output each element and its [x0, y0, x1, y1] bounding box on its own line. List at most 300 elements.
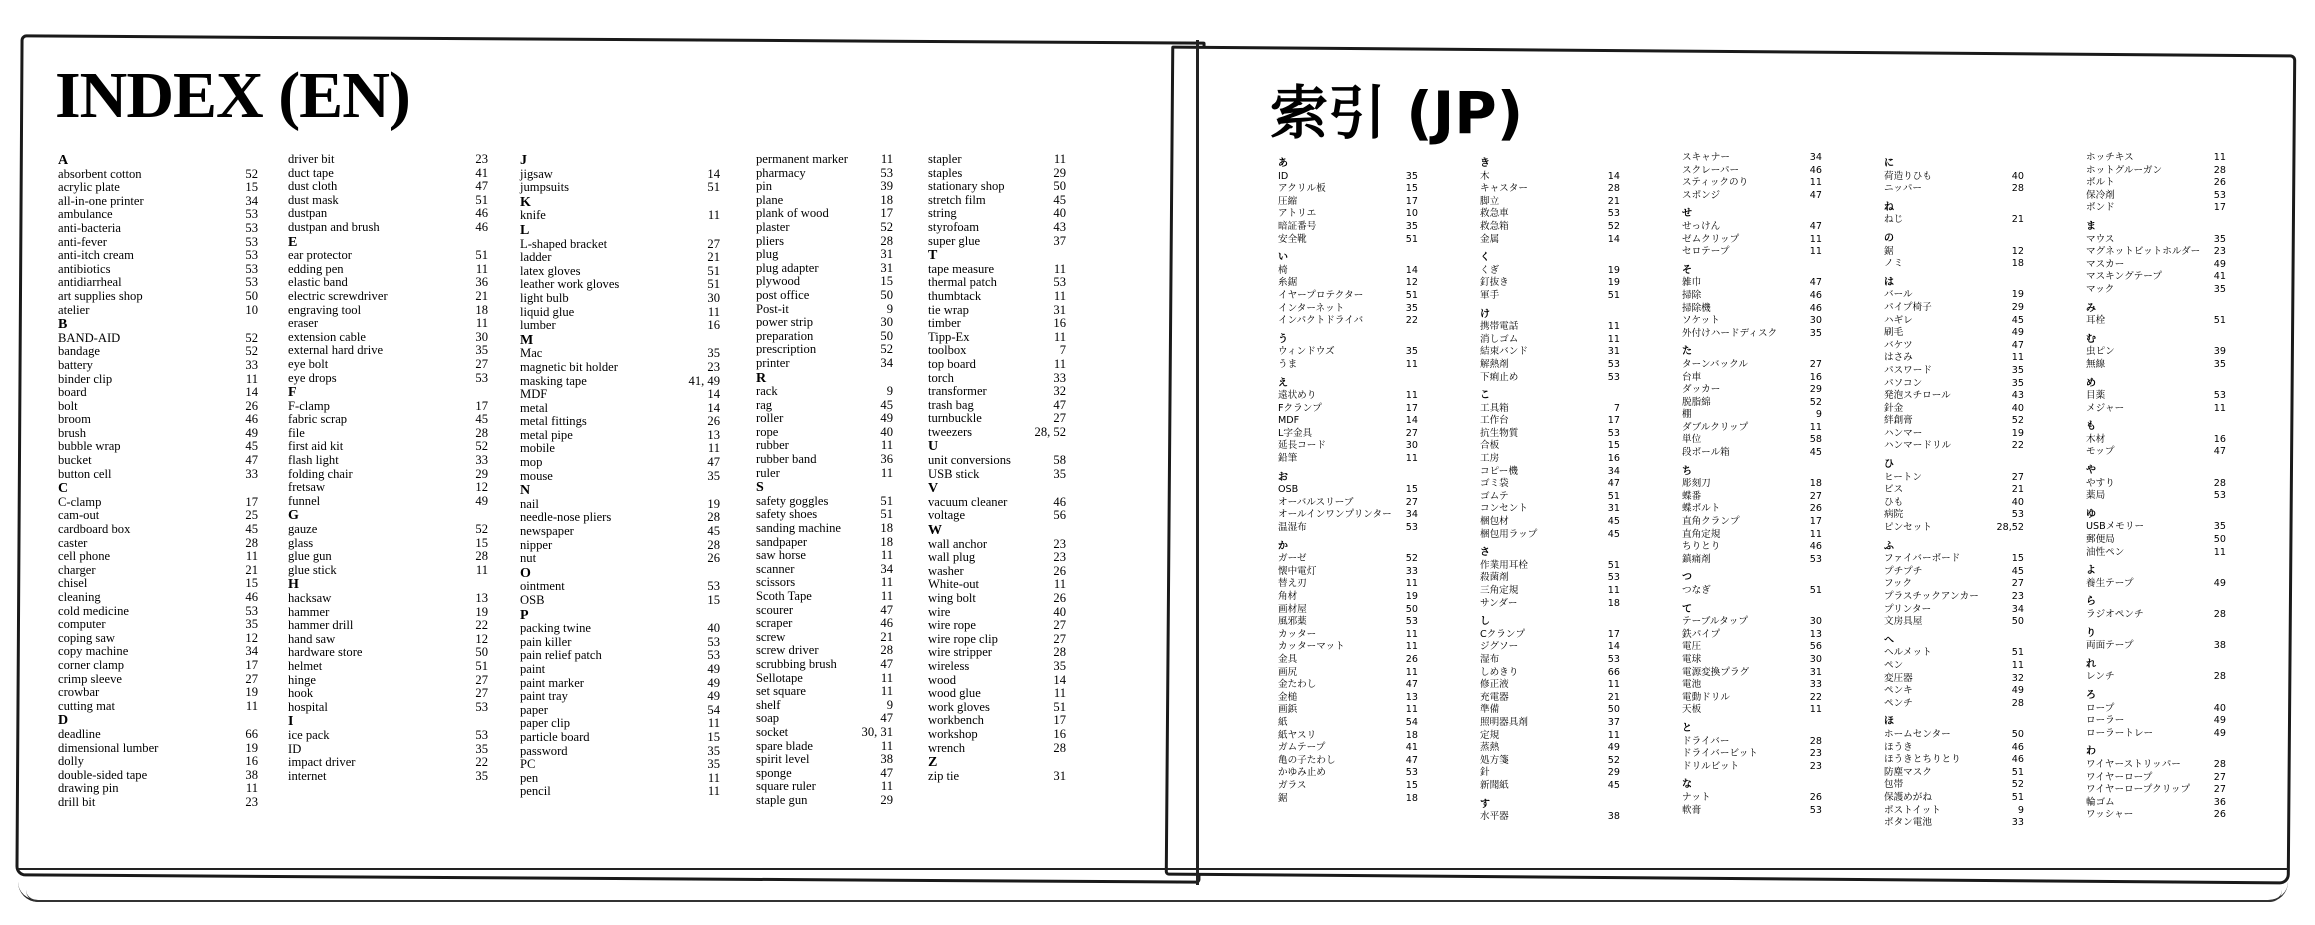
index-entry: [756, 221, 893, 235]
index-term: ホームセンター: [1884, 728, 1951, 740]
index-term: torch: [928, 370, 954, 385]
index-entry: [1884, 315, 2024, 328]
page-number: 51: [1809, 585, 1822, 596]
index-entry: [1480, 654, 1620, 667]
index-entry: [288, 221, 488, 235]
index-term: pencil: [520, 784, 551, 799]
index-entry: [1884, 779, 2024, 792]
index-entry: [2086, 609, 2226, 622]
index-letter-heading: て: [1682, 603, 1692, 615]
index-term: 圧縮: [1278, 195, 1298, 207]
index-entry: [1480, 767, 1620, 780]
index-term: 鋸: [1278, 792, 1288, 804]
page-number: 34: [880, 561, 893, 576]
index-term: 工具箱: [1480, 402, 1509, 414]
index-entry: [58, 618, 258, 632]
page-number: 31: [1053, 768, 1066, 783]
index-entry: [2086, 152, 2226, 165]
index-entry: [1480, 321, 1620, 334]
index-entry: [1682, 165, 1822, 178]
page-number: 53: [1405, 767, 1418, 779]
index-entry: [1480, 641, 1620, 654]
index-entry: [288, 660, 488, 674]
index-entry: [520, 552, 720, 566]
page-number: 46: [245, 412, 258, 427]
page-number: 35: [245, 617, 258, 632]
page-number: 25: [245, 508, 258, 523]
index-term: White-out: [928, 577, 980, 592]
index-letter-heading: そ: [1682, 264, 1692, 276]
index-entry: [1884, 647, 2024, 660]
index-entry: [288, 646, 488, 660]
index-entry: [1278, 390, 1418, 403]
page-number: 7: [1613, 402, 1620, 414]
page-number: 11: [1053, 686, 1066, 701]
index-entry: [1682, 692, 1822, 705]
index-letter-heading: め: [2086, 377, 2096, 389]
index-entry: [1480, 704, 1620, 717]
index-term: ガラス: [1278, 779, 1307, 791]
page-number: 11: [1053, 577, 1066, 592]
page-number: 50: [880, 287, 893, 302]
index-entry: [1278, 265, 1418, 278]
index-letter-heading: ゆ: [2086, 508, 2096, 520]
page-number: 26: [707, 414, 720, 429]
index-entry: [756, 399, 893, 413]
page-number: 18: [475, 302, 488, 317]
index-letter-heading: E: [288, 234, 298, 250]
page-number: 51: [707, 263, 720, 278]
page-number: 27: [1405, 427, 1418, 439]
page-number: 11: [880, 465, 893, 480]
en-index-column-1: [58, 153, 258, 810]
index-entry: [520, 731, 720, 745]
index-entry: [756, 576, 893, 590]
index-entry: [520, 525, 720, 539]
index-entry: [520, 429, 720, 443]
index-entry: [1278, 453, 1418, 466]
index-entry: [288, 153, 488, 167]
index-term: 水平器: [1480, 811, 1509, 823]
index-entry: [58, 454, 258, 468]
index-term: ladder: [520, 250, 552, 265]
index-letter-heading: ち: [1682, 465, 1692, 477]
index-entry: [1480, 440, 1620, 453]
index-term: 鎮痛剤: [1682, 553, 1711, 565]
page-number: 11: [880, 548, 893, 563]
index-term: lumber: [520, 318, 556, 333]
index-entry: [928, 496, 1066, 510]
page-number: 45: [1607, 779, 1620, 791]
index-entry: [288, 207, 488, 221]
page-number: 41: [475, 165, 488, 180]
page-number: 28: [2213, 477, 2226, 489]
index-entry: [756, 712, 893, 726]
index-term: nut: [520, 551, 537, 566]
page-number: 51: [880, 507, 893, 522]
page-number: 18: [2011, 258, 2024, 270]
index-entry: [1278, 234, 1418, 247]
page-number: 28: [707, 510, 720, 525]
page-number: 38: [880, 752, 893, 767]
index-entry: [1884, 403, 2024, 416]
index-term: magnetic bit holder: [520, 359, 618, 374]
index-term: plaster: [756, 219, 790, 234]
page-number: 9: [886, 697, 893, 712]
index-term: light bulb: [520, 290, 569, 305]
index-term: カッターマット: [1278, 641, 1345, 653]
index-entry: [1480, 629, 1620, 642]
index-term: 棚: [1682, 409, 1692, 421]
page-number: 27: [1053, 411, 1066, 426]
page-number: 11: [1607, 333, 1620, 345]
index-entry: [1682, 246, 1822, 259]
page-number: 11: [1053, 356, 1066, 371]
index-entry: [2086, 284, 2226, 297]
page-number: 21: [2011, 484, 2024, 496]
index-entry: [756, 467, 893, 481]
index-entry: [1278, 553, 1418, 566]
index-entry: [1682, 303, 1822, 316]
page-number: 15: [1405, 183, 1418, 195]
index-term: roller: [756, 411, 784, 426]
index-entry: [288, 180, 488, 194]
index-term: paper: [520, 702, 548, 717]
page-number: 11: [1405, 628, 1418, 640]
page-number: 27: [475, 356, 488, 371]
index-entry: [756, 522, 893, 536]
page-number: 50: [1053, 179, 1066, 194]
page-number: 29: [1809, 384, 1822, 396]
page-number: 11: [880, 738, 893, 753]
page-number: 53: [1607, 208, 1620, 220]
page-number: 11: [880, 438, 893, 453]
index-term: wall plug: [928, 550, 976, 565]
index-entry: [1884, 522, 2024, 535]
index-term: ねじ: [1884, 214, 1904, 226]
index-entry: [1682, 277, 1822, 290]
index-term: anti-itch cream: [58, 248, 134, 263]
index-term: 金具: [1278, 653, 1298, 665]
page-number: 11: [1607, 729, 1620, 741]
page-number: 47: [1607, 478, 1620, 490]
page-number: 38: [245, 767, 258, 782]
page-number: 17: [475, 398, 488, 413]
page-number: 47: [1053, 397, 1066, 412]
index-title-jp: 索引 (JP): [1270, 79, 1524, 147]
page-number: 21: [475, 288, 488, 303]
page-number: 30: [1809, 315, 1822, 327]
index-entry: [1682, 529, 1822, 542]
page-number: 53: [707, 648, 720, 663]
page-number: 19: [2011, 427, 2024, 439]
index-term: fretsaw: [288, 480, 326, 495]
page-number: 11: [1405, 578, 1418, 590]
index-entry: [756, 767, 893, 781]
index-entry: [2086, 446, 2226, 459]
page-number: 7: [1059, 343, 1066, 358]
page-number: 17: [1405, 402, 1418, 414]
index-entry: [288, 263, 488, 277]
index-entry: [756, 740, 893, 754]
index-term: glass: [288, 535, 314, 550]
index-entry: [756, 330, 893, 344]
index-term: hook: [288, 686, 314, 701]
page-number: 46: [245, 590, 258, 604]
page-number: 19: [245, 740, 258, 755]
index-entry: [2086, 728, 2226, 741]
index-term: 荷造りひも: [1884, 170, 1932, 182]
index-term: button cell: [58, 466, 112, 481]
index-term: 金たわし: [1278, 679, 1317, 691]
index-entry: [1480, 359, 1620, 372]
index-entry: [756, 385, 893, 399]
page-number: 40: [2213, 702, 2226, 714]
index-term: 蝶ボルト: [1682, 503, 1721, 515]
index-entry: [1884, 754, 2024, 767]
index-entry: [1278, 755, 1418, 768]
index-term: prescription: [756, 342, 817, 357]
index-entry: [928, 331, 1066, 345]
index-term: 釘抜き: [1480, 277, 1509, 289]
index-term: 懐中電灯: [1278, 565, 1317, 577]
page-number: 53: [475, 699, 488, 714]
page-number: 15: [245, 180, 258, 195]
index-term: Fクランプ: [1278, 402, 1322, 414]
index-term: しめきり: [1480, 666, 1519, 678]
index-letter-heading: F: [288, 385, 297, 401]
index-term: ドライバー: [1682, 735, 1730, 747]
index-entry: [1682, 190, 1822, 203]
index-entry: [1682, 491, 1822, 504]
page-number: 35: [2213, 233, 2226, 245]
index-term: electric screwdriver: [288, 288, 388, 303]
index-letter-heading: S: [756, 480, 764, 496]
index-term: driver bit: [288, 152, 335, 166]
page-number: 33: [1405, 565, 1418, 577]
page-number: 12: [1405, 277, 1418, 289]
index-entry: [288, 495, 488, 509]
index-term: 救急箱: [1480, 220, 1509, 232]
page-number: 31: [880, 247, 893, 262]
index-entry: [2086, 490, 2226, 503]
index-entry: [756, 699, 893, 713]
index-term: binder clip: [58, 371, 113, 386]
index-entry: [520, 677, 720, 691]
page-number: 37: [1607, 716, 1620, 728]
page-number: 19: [245, 685, 258, 700]
page-number: 52: [2011, 415, 2024, 427]
index-entry: [928, 714, 1066, 728]
index-term: sponge: [756, 765, 792, 780]
index-entry: [58, 373, 258, 387]
index-term: プラスチックアンカー: [1884, 591, 1979, 602]
index-entry: [1480, 811, 1620, 824]
index-term: 段ボール箱: [1682, 447, 1730, 459]
page-number: 22: [1809, 691, 1822, 703]
index-letter-heading: J: [520, 153, 527, 168]
index-entry: [520, 772, 720, 786]
index-entry: [928, 276, 1066, 290]
index-term: 画鋲: [1278, 704, 1298, 716]
index-entry: [756, 794, 893, 808]
index-entry: [520, 375, 720, 389]
index-entry: [1480, 403, 1620, 416]
index-term: bucket: [58, 453, 92, 468]
index-letter-heading: B: [58, 317, 68, 333]
index-term: 木: [1480, 170, 1490, 182]
index-entry: [756, 604, 893, 618]
page-number: 15: [2011, 553, 2024, 565]
page-number: 52: [245, 344, 258, 359]
index-term: 紙ヤスリ: [1278, 729, 1317, 741]
page-number: 27: [1809, 490, 1822, 502]
index-term: trash bag: [928, 397, 974, 412]
index-entry: [1278, 415, 1418, 428]
index-term: pen: [520, 770, 539, 785]
index-entry: [756, 644, 893, 658]
index-entry: [1278, 604, 1418, 617]
index-term: モップ: [2086, 446, 2115, 458]
index-term: scrubbing brush: [756, 656, 837, 671]
index-entry: [928, 358, 1066, 372]
index-letter-heading: に: [1884, 158, 1894, 169]
index-entry: [520, 690, 720, 704]
index-entry: [1884, 327, 2024, 340]
index-term: ワイヤーストリッパー: [2086, 758, 2181, 770]
index-entry: [928, 454, 1066, 468]
index-term: wall anchor: [928, 536, 988, 551]
index-term: 軍手: [1480, 289, 1500, 301]
index-entry: [1884, 378, 2024, 391]
index-term: wire rope clip: [928, 631, 998, 646]
index-entry: [1884, 340, 2024, 353]
index-term: 台車: [1682, 371, 1702, 383]
index-term: ice pack: [288, 727, 330, 742]
page-number: 9: [2017, 804, 2024, 816]
page-number: 11: [2213, 546, 2226, 558]
page-number: 16: [707, 318, 720, 333]
index-term: wing bolt: [928, 591, 976, 605]
page-number: 53: [1607, 371, 1620, 383]
page-number: 49: [2213, 715, 2226, 727]
page-number: 34: [245, 193, 258, 208]
index-entry: [58, 537, 258, 551]
index-term: 電動ドリル: [1682, 691, 1730, 703]
index-term: 下痢止め: [1480, 371, 1519, 383]
book-spine: [1196, 40, 1199, 885]
page-number: 19: [1607, 277, 1620, 289]
index-entry: [928, 674, 1066, 688]
index-entry: [1278, 183, 1418, 196]
index-term: power strip: [756, 315, 814, 330]
index-entry: [58, 208, 258, 222]
page-number: 40: [2011, 402, 2024, 414]
index-term: 郵便局: [2086, 534, 2115, 546]
page-number: 51: [707, 277, 720, 292]
index-entry: [520, 663, 720, 677]
page-number: 41, 49: [688, 373, 720, 388]
index-term: 結束バンド: [1480, 346, 1528, 358]
index-term: dimensional lumber: [58, 740, 159, 755]
index-term: thumbtack: [928, 288, 982, 303]
index-term: ソケット: [1682, 315, 1720, 327]
index-entry: [756, 563, 893, 577]
index-term: plank of wood: [756, 206, 829, 221]
index-entry: [756, 180, 893, 194]
index-term: くぎ: [1480, 264, 1500, 276]
index-entry: [1682, 667, 1822, 680]
index-term: せっけん: [1682, 220, 1721, 232]
index-term: thermal patch: [928, 275, 997, 290]
page-number: 11: [1053, 288, 1066, 303]
index-entry: [928, 180, 1066, 194]
index-term: オールインワンプリンター: [1278, 509, 1392, 521]
page-number: 53: [245, 207, 258, 222]
page-number: 47: [2011, 339, 2024, 351]
index-term: metal: [520, 400, 548, 415]
index-entry: [928, 578, 1066, 592]
page-number: 26: [245, 398, 258, 413]
page-number: 45: [1607, 516, 1620, 528]
index-entry: [58, 769, 258, 783]
index-term: hardware store: [288, 645, 363, 660]
page-number: 11: [475, 261, 488, 276]
index-term: ガムテープ: [1278, 742, 1326, 754]
index-entry: [520, 361, 720, 375]
index-letter-heading: D: [58, 713, 69, 729]
index-term: テーブルタップ: [1682, 616, 1748, 628]
index-term: bolt: [58, 398, 78, 413]
index-entry: [756, 426, 893, 440]
index-entry: [288, 481, 488, 495]
index-term: 掃除: [1682, 289, 1702, 301]
index-entry: [1480, 560, 1620, 573]
index-term: paint marker: [520, 675, 584, 690]
page-number: 15: [1405, 779, 1418, 791]
page-number: 26: [1053, 563, 1066, 578]
index-term: engraving tool: [288, 302, 362, 317]
page-number: 41: [1405, 742, 1418, 754]
index-term: 文房具屋: [1884, 616, 1923, 628]
page-number: 11: [1405, 390, 1418, 402]
page-number: 14: [1053, 672, 1066, 687]
page-number: 11: [880, 684, 893, 699]
index-term: styrofoam: [928, 219, 980, 234]
page-number: 56: [1809, 641, 1822, 653]
index-entry: [1278, 591, 1418, 604]
index-entry: [288, 317, 488, 331]
index-term: 保護めがね: [1884, 791, 1932, 803]
page-number: 18: [880, 534, 893, 549]
index-term: コンセント: [1480, 503, 1528, 515]
index-letter-heading: へ: [1884, 634, 1894, 646]
index-term: プリンター: [1884, 603, 1932, 615]
page-number: 28: [2213, 758, 2226, 770]
index-entry: [58, 686, 258, 700]
index-entry: [58, 181, 258, 195]
page-number: 43: [2011, 390, 2024, 402]
index-entry: [928, 412, 1066, 426]
page-number: 53: [1607, 653, 1620, 665]
index-entry: [1480, 755, 1620, 768]
index-entry: [1480, 428, 1620, 441]
index-letter-heading: H: [288, 577, 299, 593]
index-entry: [1884, 817, 2024, 830]
index-term: tweezers: [928, 424, 973, 439]
page-number: 40: [880, 424, 893, 439]
index-term: ワイヤーロープクリップ: [2086, 784, 2191, 796]
